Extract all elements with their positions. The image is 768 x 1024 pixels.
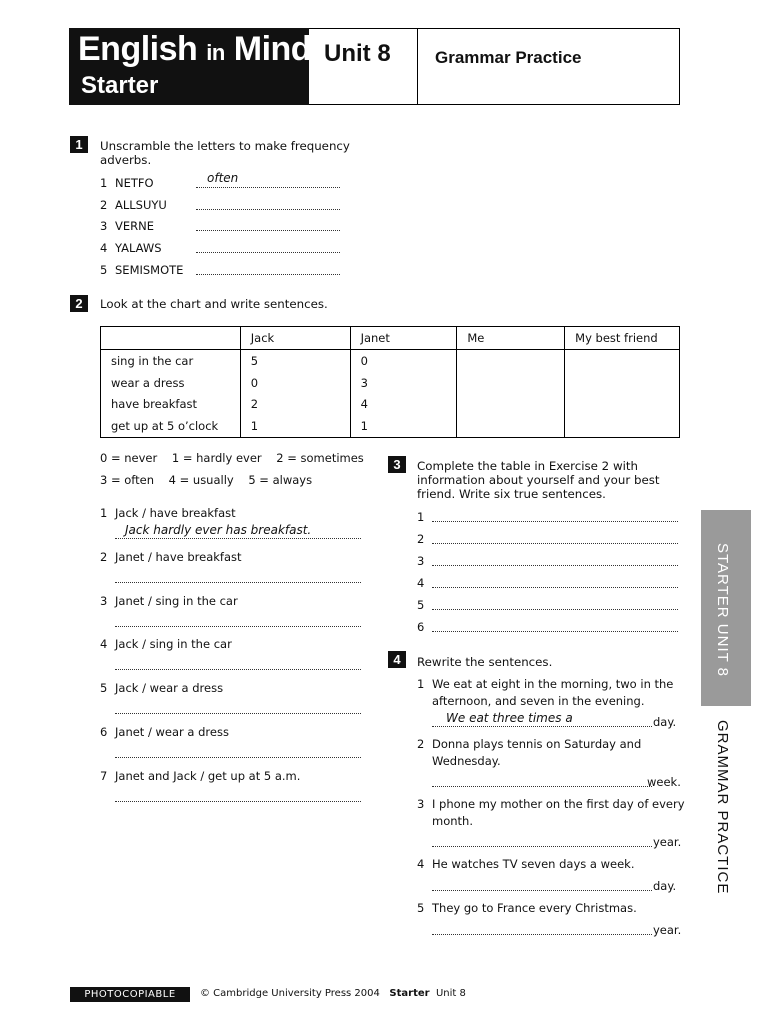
- chart-cell: [457, 372, 565, 394]
- sentence-line-1: I phone my mother on the first day of every: [432, 797, 685, 811]
- sentence-prompt: Jack / wear a dress: [115, 681, 224, 696]
- exercise-2-number: 2: [70, 295, 88, 312]
- sentence-ending: year.: [653, 923, 682, 937]
- item-number: 1: [100, 506, 108, 520]
- item-number: 3: [417, 797, 425, 811]
- sentence-line-2: afternoon, and seven in the evening.: [432, 694, 645, 708]
- chart-cell: [565, 394, 680, 416]
- scrambled-word: NETFO: [115, 176, 154, 190]
- handwritten-answer: We eat three times a: [446, 711, 573, 725]
- sentence-line-1: We eat at eight in the morning, two in the: [432, 677, 674, 691]
- exercise-1-number: 1: [70, 136, 88, 153]
- chart-cell: [457, 415, 565, 437]
- item-number: 5: [100, 262, 108, 277]
- chart-cell: 0: [350, 350, 457, 372]
- sentence-prompt: Janet / have breakfast: [115, 549, 242, 564]
- chart-cell: 3: [350, 372, 457, 394]
- answer-line: [115, 582, 361, 583]
- sentence-prompt: Janet and Jack / get up at 5 a.m.: [115, 768, 301, 783]
- sentence-ending: year.: [653, 835, 682, 849]
- answer-line: [196, 252, 340, 253]
- item-number: 1: [100, 176, 108, 190]
- answer-line: [196, 230, 340, 231]
- scrambled-word: ALLSUYU: [115, 197, 167, 212]
- item-number: 2: [100, 549, 108, 564]
- brand-title: English in Mind: [78, 30, 312, 68]
- sentence-prompt: Jack / have breakfast: [115, 506, 236, 520]
- exercise-4-instruction: Rewrite the sentences.: [417, 655, 553, 669]
- item-number: 6: [100, 725, 108, 739]
- sentence-line-1: He watches TV seven days a week.: [432, 857, 635, 871]
- item-number: 3: [100, 593, 108, 608]
- answer-line: [115, 669, 361, 670]
- item-number: 7: [100, 768, 108, 783]
- item-number: 1: [417, 677, 425, 691]
- chart-cell: [457, 394, 565, 416]
- scrambled-word: VERNE: [115, 219, 154, 234]
- chart-row: [101, 372, 680, 394]
- answer-line: [432, 726, 652, 727]
- item-number: 2: [417, 737, 425, 751]
- chart-row: [101, 350, 680, 372]
- chart-cell: sing in the car: [101, 350, 241, 372]
- item-number: 3: [417, 554, 425, 568]
- answer-line: [115, 626, 361, 627]
- chart-cell: [565, 372, 680, 394]
- chart-header-cell: Janet: [350, 327, 457, 350]
- answer-line: [432, 890, 652, 891]
- exercise-4-number: 4: [388, 651, 406, 668]
- answer-line: [432, 565, 678, 566]
- side-section-label: GRAMMAR PRACTICE: [714, 720, 731, 895]
- answer-line: [115, 757, 361, 758]
- handwritten-answer: often: [207, 171, 239, 185]
- chart-cell: [457, 350, 565, 372]
- answer-line: [115, 801, 361, 802]
- sentence-line-2: month.: [432, 814, 473, 828]
- item-number: 4: [417, 857, 425, 871]
- answer-line: [432, 587, 678, 588]
- chart-header-cell: Jack: [240, 327, 350, 350]
- answer-line: [115, 538, 361, 539]
- frequency-chart: [100, 326, 680, 438]
- sentence-line-2: Wednesday.: [432, 754, 501, 768]
- sentence-prompt: Janet / sing in the car: [115, 593, 238, 608]
- item-number: 6: [417, 620, 425, 634]
- sentence-prompt: Jack / sing in the car: [115, 637, 232, 652]
- answer-line: [196, 274, 340, 275]
- answer-line: [432, 543, 678, 544]
- answer-line: [432, 631, 678, 632]
- chart-cell: [565, 350, 680, 372]
- chart-cell: 5: [240, 350, 350, 372]
- exercise-2-instruction: Look at the chart and write sentences.: [100, 297, 328, 311]
- item-number: 5: [417, 598, 425, 612]
- sentence-ending: day.: [653, 879, 677, 893]
- item-number: 5: [417, 901, 425, 915]
- chart-header-cell: [101, 327, 241, 350]
- chart-cell: get up at 5 o’clock: [101, 415, 241, 437]
- sentence-prompt: Janet / wear a dress: [115, 725, 229, 739]
- answer-line: [196, 187, 340, 188]
- sentence-ending: week.: [647, 775, 681, 789]
- unit-label: Unit 8: [309, 28, 418, 105]
- chart-row: [101, 415, 680, 437]
- footer-credit: © Cambridge University Press 2004 Starter Unit 8: [200, 988, 466, 999]
- photocopiable-badge: PHOTOCOPIABLE: [70, 987, 190, 1002]
- answer-line: [432, 786, 652, 787]
- page-title: Grammar Practice: [435, 48, 582, 67]
- chart-cell: have breakfast: [101, 394, 241, 416]
- chart-cell: 1: [240, 415, 350, 437]
- chart-cell: wear a dress: [101, 372, 241, 394]
- chart-header-row: [101, 327, 680, 350]
- item-number: 4: [100, 241, 108, 256]
- answer-line: [115, 713, 361, 714]
- answer-line: [432, 846, 652, 847]
- chart-cell: 1: [350, 415, 457, 437]
- side-tab-label: STARTER UNIT 8: [714, 543, 731, 678]
- item-number: 5: [100, 681, 108, 696]
- brand-logo: [69, 28, 312, 105]
- answer-line: [432, 521, 678, 522]
- chart-cell: 0: [240, 372, 350, 394]
- answer-line: [432, 934, 652, 935]
- chart-cell: [565, 415, 680, 437]
- chart-header-cell: Me: [457, 327, 565, 350]
- item-number: 4: [417, 576, 425, 590]
- answer-line: [196, 209, 340, 210]
- exercise-3-number: 3: [388, 456, 406, 473]
- item-number: 2: [100, 197, 108, 212]
- item-number: 4: [100, 637, 108, 652]
- handwritten-answer: Jack hardly ever has breakfast.: [125, 523, 312, 537]
- item-number: 1: [417, 510, 425, 524]
- frequency-key-line-2: 3 = often 4 = usually 5 = always: [100, 473, 313, 487]
- exercise-3-instruction: Complete the table in Exercise 2 with information about yourself and your best friend. Write six true sentences.: [417, 459, 660, 501]
- chart-row: [101, 394, 680, 416]
- sentence-ending: day.: [653, 715, 677, 729]
- chart-cell: 4: [350, 394, 457, 416]
- chart-header-cell: My best friend: [565, 327, 680, 350]
- brand-subtitle: Starter: [81, 72, 159, 99]
- answer-line: [432, 609, 678, 610]
- frequency-key-line-1: 0 = never 1 = hardly ever 2 = sometimes: [100, 451, 364, 465]
- sentence-line-1: Donna plays tennis on Saturday and: [432, 737, 642, 751]
- exercise-1-instruction: Unscramble the letters to make frequency adverbs.: [100, 139, 350, 167]
- sentence-line-1: They go to France every Christmas.: [432, 901, 637, 915]
- scrambled-word: SEMISMOTE: [115, 262, 184, 277]
- scrambled-word: YALAWS: [115, 241, 162, 256]
- item-number: 3: [100, 219, 108, 234]
- item-number: 2: [417, 532, 425, 546]
- chart-cell: 2: [240, 394, 350, 416]
